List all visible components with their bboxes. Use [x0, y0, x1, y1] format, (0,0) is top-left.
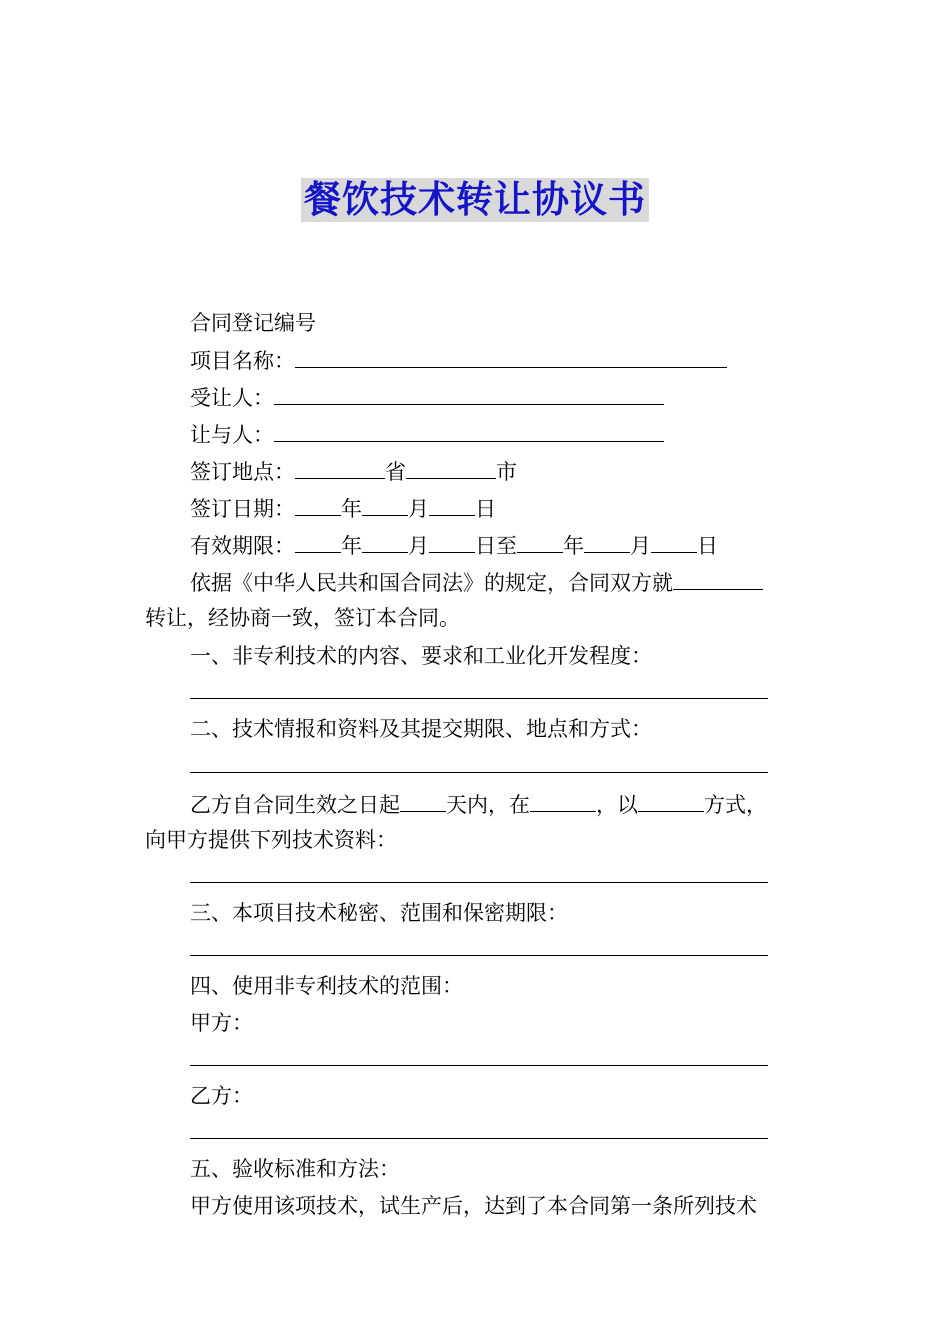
month-blank[interactable] [362, 493, 408, 516]
project-name-blank[interactable] [295, 345, 727, 368]
validity-period-label: 有效期限： [190, 534, 295, 558]
delivery-text-b: 天内，在 [446, 793, 530, 817]
party-a-label: 甲方： [190, 1011, 253, 1035]
transferor-label: 让与人： [190, 423, 274, 447]
registration-number-line [190, 309, 316, 337]
delivery-blank-line[interactable] [190, 882, 768, 883]
start-year-blank[interactable] [295, 530, 341, 553]
signing-date-line [190, 493, 496, 523]
transferor-line [190, 419, 664, 449]
end-year-blank[interactable] [517, 530, 563, 553]
project-name-line [190, 345, 727, 375]
section-1-title: 一、非专利技术的内容、要求和工业化开发程度： [190, 644, 652, 668]
delivery-text-c: ，以 [596, 793, 638, 817]
city-blank[interactable] [406, 456, 496, 479]
transferor-blank[interactable] [274, 419, 664, 442]
party-b-line [190, 1082, 253, 1110]
section-4-heading [190, 972, 463, 1000]
delivery-place-blank[interactable] [530, 789, 596, 812]
delivery-text-d: 方式， [704, 793, 767, 817]
project-name-label: 项目名称： [190, 349, 295, 373]
party-a-blank-line[interactable] [190, 1065, 768, 1066]
transferee-line [190, 382, 664, 412]
acceptance-text-line [190, 1192, 757, 1220]
party-b-delivery-line1 [190, 789, 767, 819]
basis-subject-blank[interactable] [673, 567, 763, 590]
section-5-heading [190, 1155, 400, 1183]
year-label: 年 [341, 497, 362, 521]
days-blank[interactable] [400, 789, 446, 812]
end-day-blank[interactable] [651, 530, 697, 553]
document-title: 餐饮技术转让协议书 [301, 178, 649, 222]
province-blank[interactable] [295, 456, 385, 479]
section-2-title: 二、技术情报和资料及其提交期限、地点和方式： [190, 717, 652, 741]
party-a-line [190, 1009, 253, 1037]
signing-place-label: 签订地点： [190, 460, 295, 484]
month-label: 月 [408, 497, 429, 521]
delivery-text-a: 乙方自合同生效之日起 [190, 793, 400, 817]
day-label: 日 [475, 497, 496, 521]
basis-paragraph-line1 [190, 567, 763, 597]
start-month-label: 月 [408, 534, 429, 558]
basis-text-continued: 转让，经协商一致，签订本合同。 [145, 606, 460, 630]
transferee-label: 受让人： [190, 386, 274, 410]
section-3-title: 三、本项目技术秘密、范围和保密期限： [190, 901, 568, 925]
transferee-blank[interactable] [274, 382, 664, 405]
validity-period-line [190, 530, 718, 560]
start-month-blank[interactable] [362, 530, 408, 553]
basis-text: 依据《中华人民共和国合同法》的规定，合同双方就 [190, 571, 673, 595]
year-blank[interactable] [295, 493, 341, 516]
section-1-blank-line[interactable] [190, 698, 768, 699]
section-5-title: 五、验收标准和方法： [190, 1157, 400, 1181]
start-day-blank[interactable] [429, 530, 475, 553]
province-label: 省 [385, 460, 406, 484]
day-blank[interactable] [429, 493, 475, 516]
delivery-text-e: 向甲方提供下列技术资料： [145, 828, 397, 852]
section-3-heading [190, 899, 568, 927]
party-b-blank-line[interactable] [190, 1138, 768, 1139]
start-year-label: 年 [341, 534, 362, 558]
end-month-blank[interactable] [584, 530, 630, 553]
title-container [0, 178, 950, 222]
end-year-label: 年 [563, 534, 584, 558]
party-b-label: 乙方： [190, 1084, 253, 1108]
signing-place-line [190, 456, 517, 486]
start-day-to-label: 日至 [475, 534, 517, 558]
end-day-label: 日 [697, 534, 718, 558]
delivery-method-blank[interactable] [638, 789, 704, 812]
section-4-title: 四、使用非专利技术的范围： [190, 974, 463, 998]
party-b-delivery-line2 [145, 826, 397, 854]
signing-date-label: 签订日期： [190, 497, 295, 521]
registration-number-label: 合同登记编号 [190, 311, 316, 335]
section-2-heading [190, 715, 652, 743]
section-3-blank-line[interactable] [190, 955, 768, 956]
section-1-heading [190, 642, 652, 670]
section-2-blank-line[interactable] [190, 772, 768, 773]
acceptance-text: 甲方使用该项技术，试生产后，达到了本合同第一条所列技术 [190, 1194, 757, 1218]
basis-paragraph-line2 [145, 604, 460, 632]
city-label: 市 [496, 460, 517, 484]
end-month-label: 月 [630, 534, 651, 558]
